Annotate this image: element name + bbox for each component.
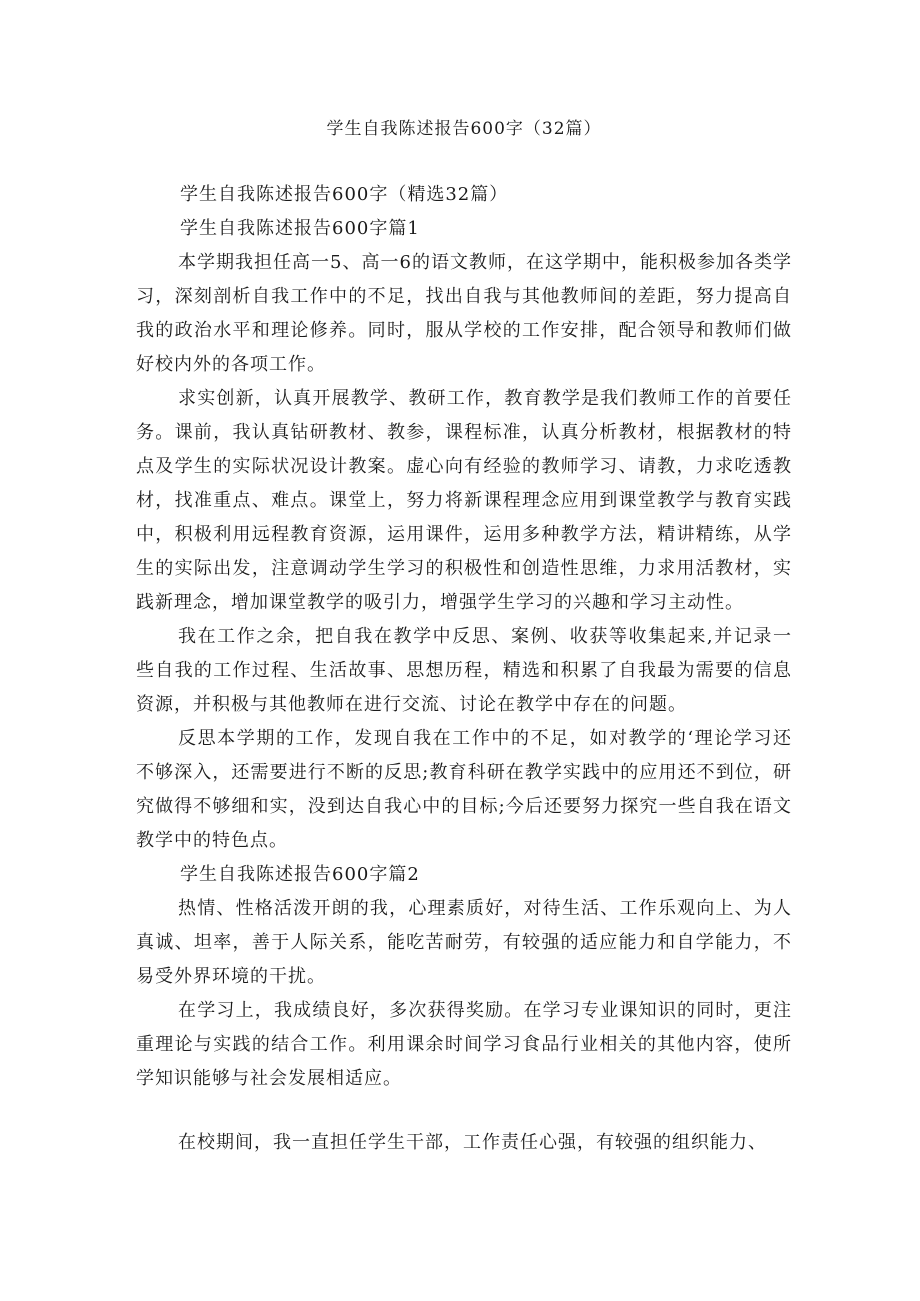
paragraph: 在学习上，我成绩良好，多次获得奖励。在学习专业课知识的同时，更注重理论与实践的结合工作。利用课余时间学习食品行业相关的其他内容，使所学知识能够与社会发展相适应。 (136, 1000, 792, 1089)
document-body (136, 178, 792, 1160)
document-subtitle: 学生自我陈述报告600字（精选32篇） (180, 184, 509, 205)
section-heading-1: 学生自我陈述报告600字篇1 (180, 218, 420, 239)
document-title: 学生自我陈述报告600字（32篇） (326, 119, 602, 139)
paragraph: 热情、性格活泼开朗的我，心理素质好，对待生活、工作乐观向上、为人真诚、坦率，善于人际关系，能吃苦耐劳，有较强的适应能力和自学能力，不易受外界环境的干扰。 (136, 898, 792, 987)
paragraph: 反思本学期的工作，发现自我在工作中的不足，如对教学的‘理论学习还不够深入，还需要进行不断的反思;教育科研在教学实践中的应用还不到位，研究做得不够细和实，没到达自我心中的目标;今后还要努力探究一些自我在语文教学中的特色点。 (136, 728, 792, 851)
paragraph: 求实创新，认真开展教学、教研工作，教育教学是我们教师工作的首要任务。课前，我认真钻研教材、教参，课程标准，认真分析教材，根据教材的特点及学生的实际状况设计教案。虚心向有经验的教师学习、请教，力求吃透教材，找准重点、难点。课堂上，努力将新课程理念应用到课堂教学与教育实践中，积极利用远程教育资源，运用课件，运用多种教学方法，精讲精练，从学生的实际出发，注意调动学生学习的积极性和创造性思维，力求用活教材，实践新理念，增加课堂教学的吸引力，增强学生学习的兴趣和学习主动性。 (136, 388, 792, 613)
paragraph: 本学期我担任高一5、高一6的语文教师，在这学期中，能积极参加各类学习，深刻剖析自我工作中的不足，找出自我与其他教师间的差距，努力提高自我的政治水平和理论修养。同时，服从学校的工作安排，配合领导和教师们做好校内外的各项工作。 (136, 252, 792, 375)
paragraph: 在校期间，我一直担任学生干部，工作责任心强，有较强的组织能力、 (178, 1132, 767, 1153)
section-heading-2: 学生自我陈述报告600字篇2 (180, 864, 420, 885)
paragraph: 我在工作之余，把自我在教学中反思、案例、收获等收集起来,并记录一些自我的工作过程、生活故事、思想历程，精选和积累了自我最为需要的信息资源，并积极与其他教师在进行交流、讨论在教学中存在的问题。 (136, 626, 792, 715)
